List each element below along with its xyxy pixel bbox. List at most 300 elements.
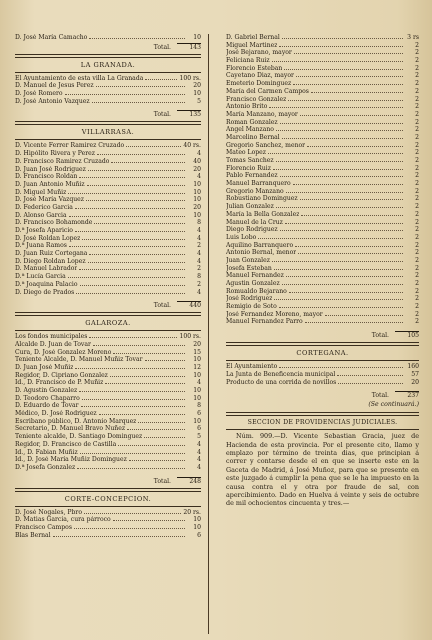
list-line: [226, 303, 419, 311]
list-line: [226, 203, 419, 211]
line-name: D. Teodoro Chaparro: [15, 394, 80, 402]
line-name: Miguel Martinez: [226, 41, 278, 49]
line-name: Manuel Fernandez Parro: [226, 318, 303, 326]
line-value: 3 rs: [407, 34, 419, 41]
list-line: [226, 119, 419, 127]
leader-dots: [84, 513, 181, 514]
list-line: [226, 371, 419, 379]
leader-dots: [69, 246, 185, 247]
line-value: 2: [415, 249, 419, 257]
line-value: 2: [415, 149, 419, 157]
leader-dots: [138, 422, 185, 423]
line-name: D. Gabriel Bernal: [226, 34, 280, 41]
leader-dots: [144, 437, 185, 438]
total-value: 135: [177, 110, 201, 119]
line-name: Agustin Gonzalez: [226, 280, 280, 287]
leader-dots: [272, 61, 403, 62]
line-name: D.ª Josefa Gonzalez: [15, 463, 76, 471]
spacer: [226, 386, 419, 390]
line-name: Aquilino Barranquero: [226, 241, 294, 249]
list-line: [15, 349, 201, 357]
title-rule: [226, 429, 419, 430]
line-name: Juan Gonzalez: [226, 256, 270, 264]
line-name: Manuel de la Cruz: [226, 218, 283, 226]
line-value: 2: [415, 272, 419, 280]
line-name: D. José María Vazquez: [15, 196, 84, 204]
section-title: LA GRANADA.: [80, 60, 136, 69]
line-name: Manuel Barranquero: [226, 180, 291, 188]
line-name: D. José Antonio Vazquez: [15, 97, 90, 105]
line-name: Médico, D. José Rodriguez: [15, 410, 97, 418]
title-rule: [15, 139, 201, 140]
leader-dots: [88, 262, 185, 263]
line-name: D. Diego de Prados: [15, 288, 75, 296]
leader-dots: [74, 528, 185, 529]
section-title: CORTE-CONCEPCION.: [64, 494, 152, 503]
list-line: [226, 195, 419, 203]
line-value: 10: [193, 196, 201, 204]
line-name: Pablo Fernandez: [226, 172, 278, 180]
section-rule: [226, 342, 419, 346]
list-line: [15, 212, 201, 220]
line-name: La Junta de Beneficencia municipal: [226, 370, 336, 378]
line-value: 10: [193, 90, 201, 98]
line-name: Roman Gonzalez: [226, 118, 278, 126]
line-value: 10: [193, 371, 201, 379]
line-value: 4: [197, 250, 201, 258]
line-name: María Manzano, mayor: [226, 110, 298, 118]
line-value: 2: [415, 80, 419, 88]
list-line: [15, 189, 201, 197]
spacer: [15, 472, 201, 476]
right-column: [226, 34, 419, 508]
list-line: [226, 318, 419, 326]
line-value: 40: [193, 157, 201, 165]
line-name: Francisco Gonzalez: [226, 95, 287, 103]
leader-dots: [82, 399, 185, 400]
list-line: [15, 235, 201, 243]
total-label: Total.: [371, 392, 389, 400]
leader-dots: [311, 92, 403, 93]
list-line: [226, 211, 419, 219]
line-name: D. Eduardo de Tovar: [15, 402, 79, 410]
list-line: [226, 111, 419, 119]
leader-dots: [300, 115, 403, 116]
list-line: [15, 524, 201, 532]
leader-dots: [282, 284, 403, 285]
leader-dots: [289, 292, 403, 293]
leader-dots: [113, 520, 185, 521]
line-value: 2: [415, 287, 419, 295]
line-value: 20: [411, 378, 419, 386]
line-value: 10: [193, 516, 201, 524]
leader-dots: [79, 177, 185, 178]
leader-dots: [77, 468, 185, 469]
line-value: 2: [415, 141, 419, 149]
line-value: 10: [193, 523, 201, 531]
total-line: [15, 477, 201, 485]
line-value: 2: [415, 310, 419, 318]
list-line: [15, 173, 201, 181]
list-line: [15, 387, 201, 395]
leader-dots: [337, 375, 403, 376]
line-name: José Rodriguez: [226, 295, 273, 303]
section-title: CORTEGANA.: [296, 349, 349, 358]
list-line: [15, 227, 201, 235]
total-line: [15, 301, 201, 309]
line-value: 4: [197, 440, 201, 448]
list-line: [15, 34, 201, 42]
leader-dots: [293, 184, 403, 185]
line-name: Id., D. Fabian Muñiz: [15, 448, 78, 456]
line-name: Gregorio Manzano: [226, 187, 284, 195]
line-value: 100 rs.: [179, 74, 201, 82]
line-name: Antonio Bernal, menor: [226, 249, 297, 257]
list-line: [226, 219, 419, 227]
line-name: D. Diego Roldan Lopez: [15, 257, 86, 265]
list-line: [226, 57, 419, 65]
line-value: 6: [197, 425, 201, 433]
line-value: 4: [197, 379, 201, 387]
list-line: [226, 103, 419, 111]
line-name: El Ayuntamiento de esta villa La Granada: [15, 74, 144, 82]
spacer: [15, 105, 201, 109]
list-line: [15, 456, 201, 464]
total-label: Total.: [371, 332, 389, 340]
leader-dots: [273, 169, 403, 170]
line-name: Francisco Campos: [15, 523, 72, 531]
list-line: [226, 88, 419, 96]
leader-dots: [80, 453, 185, 454]
list-line: [226, 42, 419, 50]
list-line: [226, 180, 419, 188]
line-value: 2: [415, 133, 419, 141]
leader-dots: [97, 154, 185, 155]
line-value: 6: [197, 531, 201, 539]
leader-dots: [75, 208, 185, 209]
line-value: 4: [197, 257, 201, 265]
list-line: [15, 395, 201, 403]
line-value: 160: [407, 363, 419, 371]
line-value: 10: [193, 394, 201, 402]
leader-dots: [79, 391, 185, 392]
list-line: [226, 379, 419, 387]
line-name: Josefa Esteban: [226, 264, 272, 272]
leader-dots: [284, 69, 403, 70]
leader-dots: [111, 162, 185, 163]
line-value: 10: [193, 417, 201, 425]
line-name: Id., D. Francisco de P. Muñiz: [15, 379, 104, 387]
line-value: 2: [415, 57, 419, 65]
line-name: D. Hipólito Rivera y Perez: [15, 150, 95, 158]
list-line: [15, 464, 201, 472]
total-line: [226, 331, 419, 339]
leader-dots: [127, 429, 185, 430]
list-line: [15, 250, 201, 258]
line-name: D. Francisco Ramirez Cruzado: [15, 157, 110, 165]
leader-dots: [69, 216, 185, 217]
line-value: 2: [415, 233, 419, 241]
leader-dots: [65, 94, 185, 95]
line-value: 2: [415, 118, 419, 126]
leader-dots: [285, 223, 403, 224]
line-value: 2: [197, 280, 201, 288]
line-value: 2: [415, 157, 419, 164]
leader-dots: [93, 345, 185, 346]
list-line: [15, 341, 201, 349]
leader-dots: [276, 130, 403, 131]
list-line: [226, 126, 419, 134]
leader-dots: [92, 102, 185, 103]
line-value: 20: [193, 340, 201, 348]
leader-dots: [129, 460, 185, 461]
list-line: [15, 158, 201, 166]
list-line: [15, 441, 201, 449]
line-name: Robustiano Dominguez: [226, 195, 298, 203]
total-line: [15, 110, 201, 118]
leader-dots: [272, 261, 403, 262]
list-line: [15, 410, 201, 418]
line-value: 2: [415, 110, 419, 118]
leader-dots: [113, 353, 185, 354]
line-name: Regidor, D. Francisco de Castilla: [15, 440, 117, 448]
line-value: 2: [415, 172, 419, 180]
total-label: Total.: [153, 302, 171, 310]
list-line: [15, 273, 201, 281]
leader-dots: [280, 123, 403, 124]
line-value: 2: [415, 87, 419, 95]
leader-dots: [82, 239, 185, 240]
leader-dots: [68, 277, 185, 278]
list-line: [15, 98, 201, 106]
list-line: [15, 82, 201, 90]
spacer: [15, 296, 201, 300]
line-name: José Bejarano, mayor: [226, 49, 292, 57]
line-name: Marcelino Bernal: [226, 133, 280, 141]
section-title: VILLARRASA.: [81, 128, 135, 137]
line-name: Mateo Lopez: [226, 149, 266, 157]
line-value: 20 rs.: [183, 508, 201, 516]
line-value: 8: [197, 402, 201, 410]
line-name: D. Juan Ruiz Cortegana: [15, 250, 88, 258]
list-line: [15, 204, 201, 212]
line-value: 10: [193, 211, 201, 219]
list-line: [15, 142, 201, 150]
line-name: Angel Manzano: [226, 126, 274, 134]
line-name: Los fondos municipales: [15, 333, 88, 341]
judicial-notice: Núm. 909.—D. Vicente Sebastian Gracia, juez de Hacienda de esta provincia. Por el presente cito, llamo y emplazo por término de treinta dias, que principian á correr y contarse desde el en que se inserte este en la Gaceta de Madrid, á José Muñoz, para que se presente en este juzgado á cumplir la pena que se le ha impuesto en la causa contra el y otra por fraude de sal, con apercibimiento. Dado en Huelva á veinte y seis de octubre de mil ochocientos cincuenta y tres.—: [226, 432, 419, 508]
leader-dots: [89, 254, 185, 255]
line-value: 2: [415, 303, 419, 311]
line-value: 2: [415, 64, 419, 72]
line-value: 4: [197, 456, 201, 464]
leader-dots: [269, 107, 403, 108]
line-name: Romualdo Bejarano: [226, 287, 287, 295]
line-name: Luis Lobo: [226, 233, 257, 241]
line-name: D. Francisco Roldan: [15, 173, 78, 181]
line-value: 20: [193, 203, 201, 211]
list-line: [226, 149, 419, 157]
list-line: [15, 281, 201, 289]
line-name: José Fernandez Moreno, mayor: [226, 310, 323, 318]
leader-dots: [300, 199, 403, 200]
leader-dots: [298, 253, 403, 254]
line-name: Escribano público, D. Antonio Marquez: [15, 417, 137, 425]
list-line: [226, 134, 419, 142]
line-name: Producto de una corrida de novillos: [226, 378, 337, 386]
list-line: [15, 449, 201, 457]
list-line: [226, 249, 419, 257]
list-line: [15, 372, 201, 380]
line-name: D. Alonso Garcia: [15, 211, 67, 219]
line-value: 2: [415, 41, 419, 49]
leader-dots: [325, 315, 403, 316]
leader-dots: [89, 38, 185, 39]
left-column: [15, 34, 201, 539]
line-name: D.ª Juana Ramos: [15, 242, 67, 250]
list-line: [226, 295, 419, 303]
list-line: [15, 532, 201, 540]
line-name: Feliciana Ruiz: [226, 57, 270, 65]
total-label: Total.: [153, 111, 171, 119]
line-value: 2: [197, 242, 201, 250]
leader-dots: [87, 185, 185, 186]
leader-dots: [274, 299, 403, 300]
leader-dots: [80, 285, 185, 286]
list-line: [15, 356, 201, 364]
leader-dots: [88, 170, 185, 171]
line-value: 2: [415, 195, 419, 203]
line-value: 5: [197, 97, 201, 105]
total-value: 248: [177, 477, 201, 486]
leader-dots: [75, 368, 185, 369]
line-name: D. Miguel Muñiz: [15, 188, 67, 196]
list-line: [226, 272, 419, 280]
leader-dots: [76, 293, 185, 294]
line-name: D. Federico Garcia: [15, 203, 73, 211]
leader-dots: [295, 246, 403, 247]
line-name: D.ª Joaquina Palacio: [15, 280, 78, 288]
total-line: [226, 391, 419, 399]
leader-dots: [53, 536, 185, 537]
line-value: 8: [197, 219, 201, 227]
leader-dots: [305, 322, 403, 323]
judicial-section-header: SECCION DE PROVIDENCIAS JUDICIALES.: [247, 419, 398, 427]
section-title: GALAROZA.: [85, 319, 131, 328]
leader-dots: [280, 230, 403, 231]
line-name: D. Juan José Rodriguez: [15, 165, 86, 173]
line-value: 2: [415, 187, 419, 195]
line-name: Tomas Sanchez: [226, 157, 274, 164]
list-line: [226, 49, 419, 57]
line-value: 2: [415, 103, 419, 111]
title-rule: [15, 72, 201, 73]
list-line: [15, 289, 201, 297]
line-value: 40 rs.: [183, 142, 201, 150]
leader-dots: [286, 192, 403, 193]
section-rule: [15, 312, 201, 316]
list-line: [15, 516, 201, 524]
line-name: D. José María Camacho: [15, 34, 88, 41]
line-value: 100 rs.: [179, 333, 201, 341]
list-line: [15, 425, 201, 433]
line-name: Emeterio Dominguez: [226, 80, 292, 88]
line-value: 2: [415, 318, 419, 326]
leader-dots: [126, 146, 181, 147]
list-line: [226, 165, 419, 173]
line-name: D. Vicente Ferrer Ramirez Cruzado: [15, 142, 125, 150]
line-value: 2: [415, 218, 419, 226]
list-line: [226, 65, 419, 73]
line-value: 2: [415, 256, 419, 264]
line-name: D. Agustin Gonzalez: [15, 387, 78, 394]
line-name: Cayetano Diaz, mayor: [226, 72, 294, 80]
line-value: 4: [197, 173, 201, 181]
line-value: 2: [415, 226, 419, 234]
line-name: D. Matias Garcia, cura párroco: [15, 516, 111, 524]
leader-dots: [81, 406, 185, 407]
line-value: 10: [193, 356, 201, 364]
leader-dots: [301, 215, 403, 216]
list-line: [15, 265, 201, 273]
list-line: [226, 288, 419, 296]
line-name: María la Bella Gonzalez: [226, 210, 300, 218]
list-line: [15, 181, 201, 189]
line-name: Alcalde D. Juan de Tovar: [15, 340, 91, 348]
section-rule: [15, 488, 201, 492]
leader-dots: [288, 100, 403, 101]
list-line: [15, 150, 201, 158]
total-label: Total.: [153, 477, 171, 485]
list-line: [226, 311, 419, 319]
list-line: [226, 157, 419, 165]
line-name: Remigio de Soto: [226, 303, 277, 311]
title-rule: [226, 360, 419, 361]
line-value: 2: [415, 95, 419, 103]
line-name: Florencio Ruiz: [226, 164, 271, 172]
leader-dots: [282, 138, 403, 139]
leader-dots: [79, 269, 185, 270]
leader-dots: [89, 337, 177, 338]
line-value: 4: [197, 150, 201, 158]
list-line: [226, 34, 419, 42]
list-line: [226, 234, 419, 242]
column-divider: [208, 34, 209, 634]
list-line: [226, 172, 419, 180]
leader-dots: [96, 86, 185, 87]
line-name: Id., D. José María Muñiz Dominguez: [15, 456, 127, 464]
total-label: Total.: [153, 43, 171, 51]
line-value: 20: [193, 165, 201, 173]
line-value: 2: [415, 72, 419, 80]
line-name: Diego Rodriguez: [226, 226, 278, 234]
leader-dots: [307, 146, 403, 147]
list-line: [15, 258, 201, 266]
list-line: [15, 196, 201, 204]
list-line: [226, 257, 419, 265]
leader-dots: [94, 223, 185, 224]
list-line: [15, 219, 201, 227]
list-line: [226, 188, 419, 196]
line-name: María del Carmen Campos: [226, 87, 309, 95]
section-rule: [15, 54, 201, 58]
leader-dots: [279, 46, 403, 47]
total-value: 143: [177, 43, 201, 52]
line-value: 4: [197, 448, 201, 456]
list-line: [15, 509, 201, 517]
leader-dots: [282, 38, 403, 39]
leader-dots: [258, 238, 403, 239]
